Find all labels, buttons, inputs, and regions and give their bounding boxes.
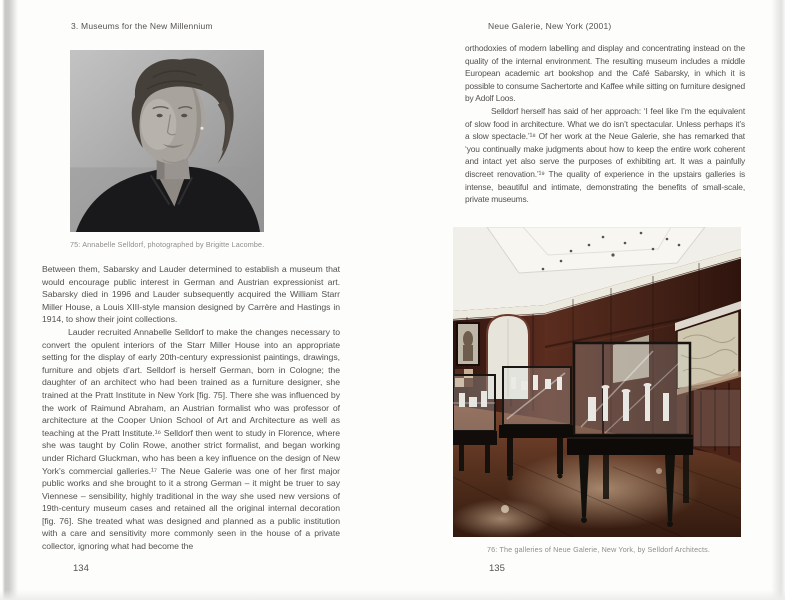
paragraph-left-1: Between them, Sabarsky and Lauder determined to establish a museum that would encourage public interest in German and Austrian expressionist art. Sabarsky died in 1996 and Lauder subsequently acquired the William Starr Miller House, a Louis XIII-style mansion designed by Carrère and Hastings in 1914, to show their joint collections. — [42, 264, 340, 325]
figure-caption-76: 76: The galleries of Neue Galerie, New York, by Selldorf Architects. — [487, 545, 711, 554]
figure-caption-75: 75: Annabelle Selldorf, photographed by Brigitte Lacombe. — [70, 240, 265, 249]
page-edge-shadow-bottom — [0, 590, 785, 600]
paragraph-left-2: Lauder recruited Annabelle Selldorf to make the changes necessary to convert the opulent interiors of the Starr Miller House into an appropriate setting for the display of early 20th-century expressionist paintings, drawings, furniture and objets d’art. Selldorf is herself German, born in Cologne; the daughter of an architect who had been trained as a furniture designer, she trained at the Pratt Institute in New York [fig. 75]. There she was influenced by the work of Raimund Abraham, an Austrian formalist who was professor of architecture at the Cooper Union School of Art and Architecture as well as teaching at the Pratt Institute.¹⁶ Selldorf then went to study in Florence, where she was taught by Colin Rowe, another strict formalist, and began working under Richard Gluckman, who has been a key influence on the design of New York’s commercial galleries.¹⁷ The Neue Galerie was one of her first major public works and she brought to it a strong German – it might be truer to say Viennese – sensibility, highly traditional in the way she used new versions of 19th-century museum cases and retained all the original internal decoration [fig. 76]. She treated what was designed and planned as a public institution with a care and sensitivity more commonly seen in the house of a private collector, ignoring what had become the — [42, 326, 340, 552]
running-head-right: Neue Galerie, New York (2001) — [488, 21, 612, 31]
page-number-left: 134 — [73, 563, 89, 574]
paragraph-right-2: Selldorf herself has said of her approach: ‘I feel like I’m the equivalent of slow food in architecture. What we do isn’t spectacular. Unless perhaps it’s a slow spectacle.’¹⁸ Of her work at the Neue Galerie, she has remarked that ‘you continually make judgments about how to keep the entire work coherent and intact yet also serve the purposes of exhibiting art. It was a painfully discreet renovation.’¹⁹ The quality of experience in the upstairs galleries is intense, beautiful and intimate, demonstrating the benefits of small-scale, private museums. — [465, 105, 745, 205]
body-text-right — [465, 42, 745, 206]
paragraph-right-1: orthodoxies of modern labelling and display and concentrating instead on the quality of the internal environment. The resulting museum includes a middle European academic art bookshop and the Café Sabarsky, in which it is possible to consume Sachertorte and Kaffee while sitting on furniture designed by Adolf Loos. — [465, 43, 745, 104]
portrait-photo-annabelle-selldorf — [70, 50, 264, 232]
body-text-left — [42, 263, 340, 553]
page-number-right: 135 — [489, 563, 505, 574]
page-edge-shadow-right — [771, 0, 785, 600]
running-head-left: 3. Museums for the New Millennium — [71, 21, 213, 31]
gallery-photo-neue-galerie — [453, 227, 741, 537]
gallery-photo-illustration — [453, 227, 741, 537]
portrait-photo-illustration — [70, 50, 264, 232]
page-edge-shadow-left — [0, 0, 18, 600]
